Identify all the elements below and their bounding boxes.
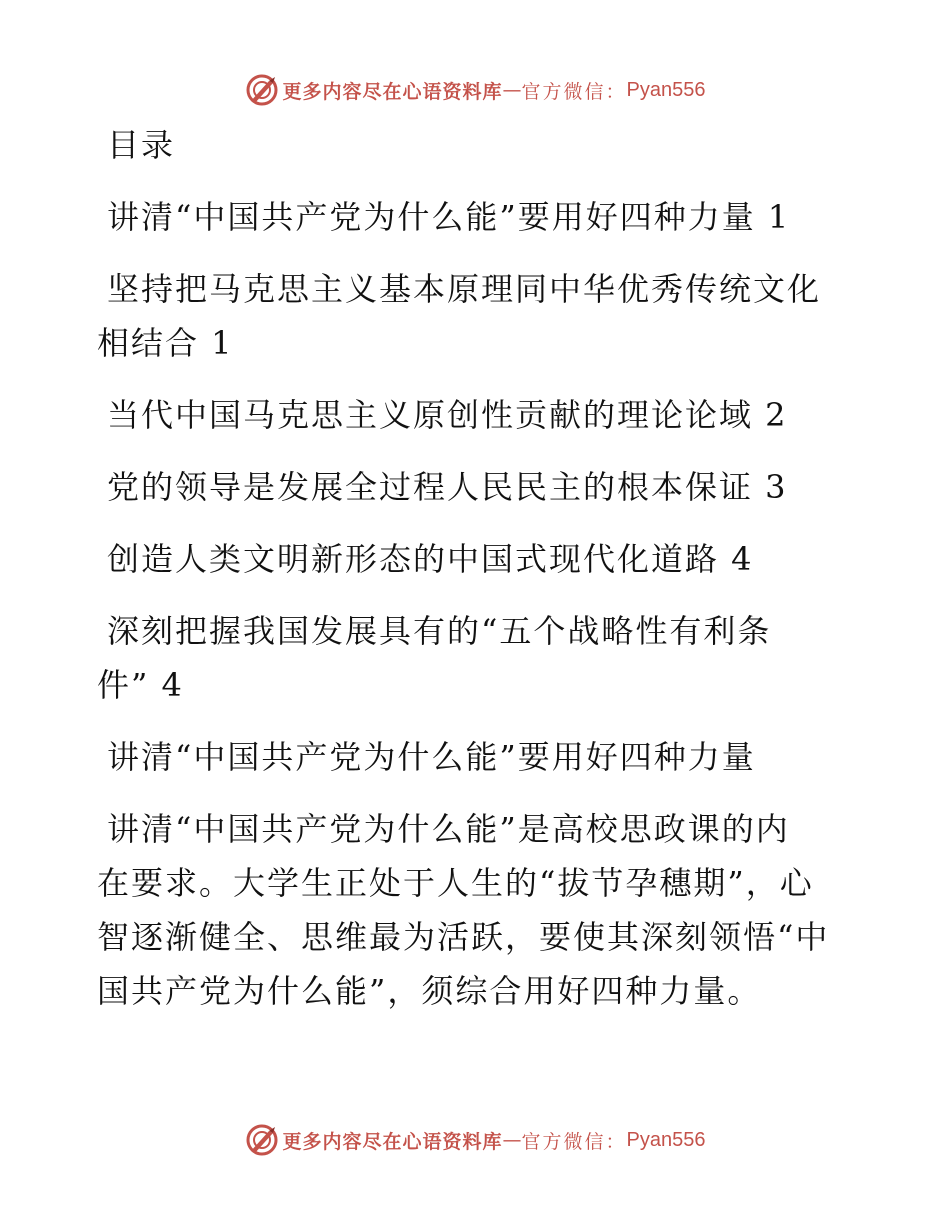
article-paragraph bbox=[97, 802, 857, 1018]
pen-logo-icon bbox=[245, 1123, 279, 1157]
toc-title: 目录 bbox=[107, 126, 176, 164]
watermark-brand: 更多内容尽在心语资料库 bbox=[282, 1130, 503, 1153]
watermark-wechat-id: Pyan556 bbox=[626, 78, 706, 101]
watermark-separator: — bbox=[502, 1129, 522, 1151]
pen-logo-icon bbox=[245, 73, 279, 107]
toc-entry-line: 当代中国马克思主义原创性贡献的理论论域 2 bbox=[107, 396, 788, 434]
toc-entry[interactable] bbox=[97, 460, 857, 514]
toc-entry[interactable] bbox=[97, 262, 857, 370]
watermark-banner-top bbox=[0, 70, 950, 110]
toc-entry-line: 相结合 1 bbox=[97, 324, 234, 362]
paragraph-line: 智逐渐健全、思维最为活跃，要使其深刻领悟“中 bbox=[97, 918, 830, 956]
watermark-wechat-label: 官方微信： bbox=[521, 80, 627, 103]
watermark-banner-bottom bbox=[0, 1120, 950, 1160]
toc-entry-line: 创造人类文明新形态的中国式现代化道路 4 bbox=[107, 540, 754, 578]
toc-entry[interactable] bbox=[97, 388, 857, 442]
paragraph-line: 讲清“中国共产党为什么能”是高校思政课的内 bbox=[107, 810, 790, 848]
watermark-brand: 更多内容尽在心语资料库 bbox=[282, 80, 503, 103]
toc-entry-line: 深刻把握我国发展具有的“五个战略性有利条 bbox=[107, 612, 772, 650]
toc-entry[interactable] bbox=[97, 532, 857, 586]
article-heading: 讲清“中国共产党为什么能”要用好四种力量 bbox=[107, 738, 756, 776]
watermark-wechat-id: Pyan556 bbox=[626, 1128, 706, 1151]
toc-entry-line: 件” 4 bbox=[97, 666, 184, 704]
watermark-wechat-label: 官方微信： bbox=[521, 1130, 627, 1153]
toc-entry-line: 讲清“中国共产党为什么能”要用好四种力量 1 bbox=[107, 198, 791, 236]
paragraph-line: 国共产党为什么能”，须综合用好四种力量。 bbox=[97, 972, 762, 1010]
toc-entry[interactable] bbox=[97, 604, 857, 712]
toc-entry-line: 党的领导是发展全过程人民民主的根本保证 3 bbox=[107, 468, 788, 506]
toc-entry-line: 坚持把马克思主义基本原理同中华优秀传统文化 bbox=[107, 270, 822, 308]
document-body bbox=[97, 118, 857, 1018]
paragraph-line: 在要求。大学生正处于人生的“拔节孕穗期”，心 bbox=[97, 864, 814, 902]
toc-entry[interactable] bbox=[97, 190, 857, 244]
watermark-separator: — bbox=[502, 79, 522, 101]
